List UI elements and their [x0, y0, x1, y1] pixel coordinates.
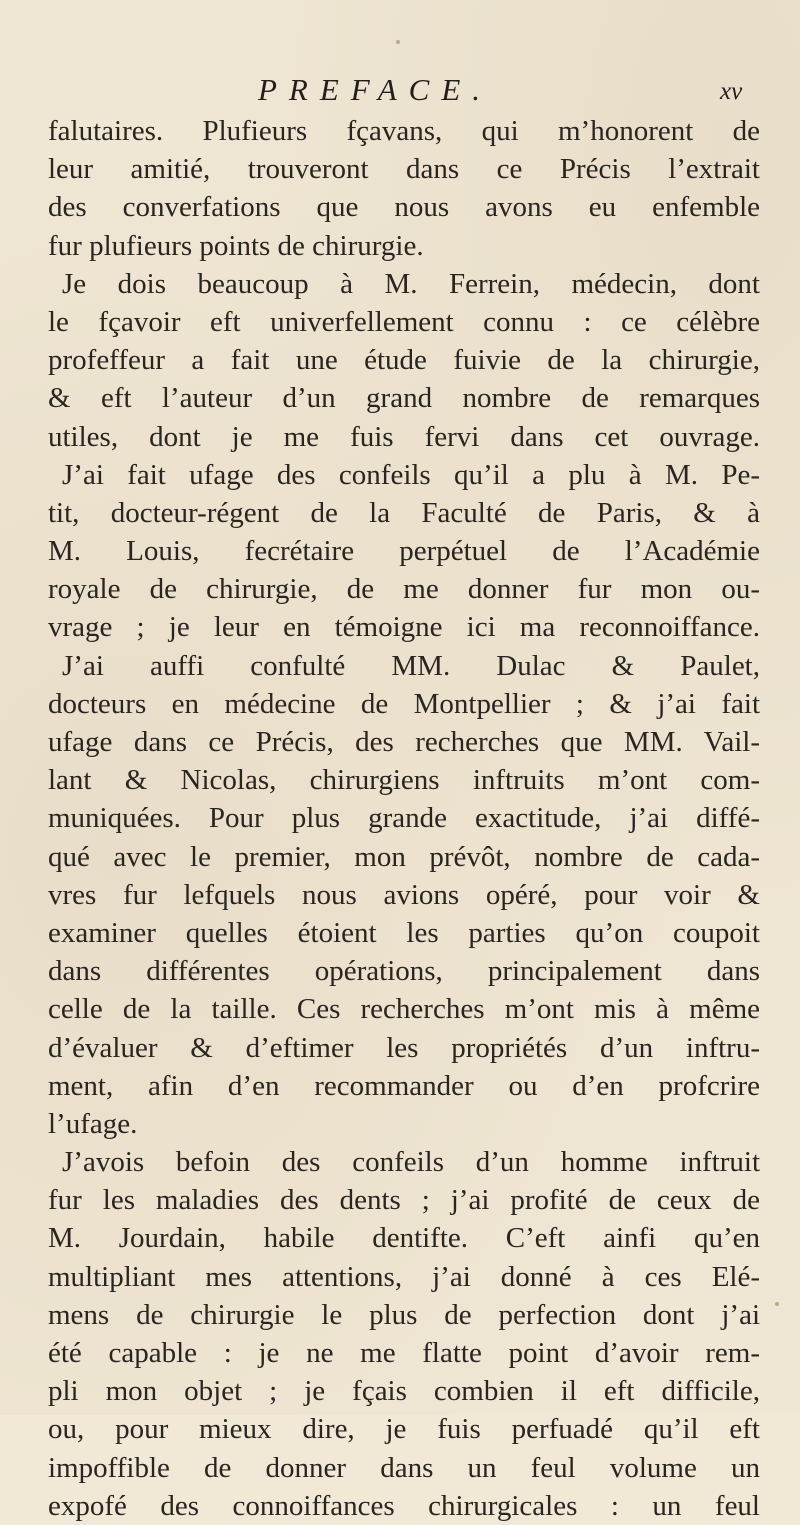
text-line: dans différentes opérations, principalement dans [48, 955, 760, 988]
text-line: docteurs en médecine de Montpellier ; & j’ai fait [48, 687, 760, 720]
text-line: celle de la taille. Ces recherches m’ont mis à même [48, 993, 760, 1026]
text-line: fur les maladies des dents ; j’ai profité de ceux de [48, 1184, 760, 1217]
preface-text [48, 112, 760, 1525]
text-line: J’ai fait ufage des confeils qu’il a plu à M. Pe- [62, 458, 760, 491]
text-line: utiles, dont je me fuis fervi dans cet ouvrage. [48, 420, 760, 453]
text-line: muniquées. Pour plus grande exactitude, j’ai diffé- [48, 802, 760, 835]
text-line: le fçavoir eft univerfellement connu : ce célèbre [48, 305, 760, 338]
text-line: qué avec le premier, mon prévôt, nombre de cada- [48, 840, 760, 873]
text-line: vrage ; je leur en témoigne ici ma reconnoiffance. [48, 611, 760, 644]
page-header [0, 72, 800, 112]
text-line: mens de chirurgie le plus de perfection dont j’ai [48, 1298, 760, 1331]
text-line: lant & Nicolas, chirurgiens inftruits m’ont com- [48, 764, 760, 797]
text-line: impoffible de donner dans un feul volume un [48, 1451, 760, 1484]
text-line: ment, afin d’en recommander ou d’en profcrire [48, 1069, 760, 1102]
text-line: fur plufieurs points de chirurgie. [48, 229, 424, 262]
running-title: PREFACE. [258, 72, 493, 107]
text-line: d’évaluer & d’eftimer les propriétés d’un inftru- [48, 1031, 760, 1064]
text-line: été capable : je ne me flatte point d’avoir rem- [48, 1337, 760, 1369]
page-number: xv [720, 78, 743, 105]
text-line: multipliant mes attentions, j’ai donné à ces Elé- [48, 1260, 760, 1293]
text-line: leur amitié, trouveront dans ce Précis l’extrait [48, 153, 760, 186]
text-line: ou, pour mieux dire, je fuis perfuadé qu’il eft [48, 1413, 760, 1446]
text-line: examiner quelles étoient les parties qu’on coupoit [48, 916, 760, 949]
paper-speck [775, 1302, 779, 1306]
text-line: ufage dans ce Précis, des recherches que MM. Vail- [48, 726, 760, 758]
text-line: J’ai auffi confulté MM. Dulac & Paulet, [62, 649, 760, 682]
text-line: pli mon objet ; je fçais combien il eft difficile, [48, 1375, 760, 1408]
text-line: J’avois befoin des confeils d’un homme inftruit [62, 1146, 760, 1179]
paper-speck [396, 40, 400, 44]
text-line: expofé des connoiffances chirurgicales : un feul [48, 1489, 760, 1522]
text-line: tit, docteur-régent de la Faculté de Paris, & à [48, 496, 760, 529]
text-line: profeffeur a fait une étude fuivie de la chirurgie, [48, 344, 760, 377]
text-line: falutaires. Plufieurs fçavans, qui m’honorent de [48, 115, 760, 147]
text-line: Je dois beaucoup à M. Ferrein, médecin, dont [62, 267, 760, 300]
text-line: royale de chirurgie, de me donner fur mon ou- [48, 573, 760, 606]
text-line: des converfations que nous avons eu enfemble [48, 191, 760, 224]
text-line: l’ufage. [48, 1107, 138, 1140]
text-line: vres fur lefquels nous avions opéré, pour voir & [48, 878, 760, 911]
text-line: M. Jourdain, habile dentifte. C’eft ainfi qu’en [48, 1222, 760, 1255]
text-line: M. Louis, fecrétaire perpétuel de l’Académie [48, 535, 760, 568]
text-line: & eft l’auteur d’un grand nombre de remarques [48, 382, 760, 415]
